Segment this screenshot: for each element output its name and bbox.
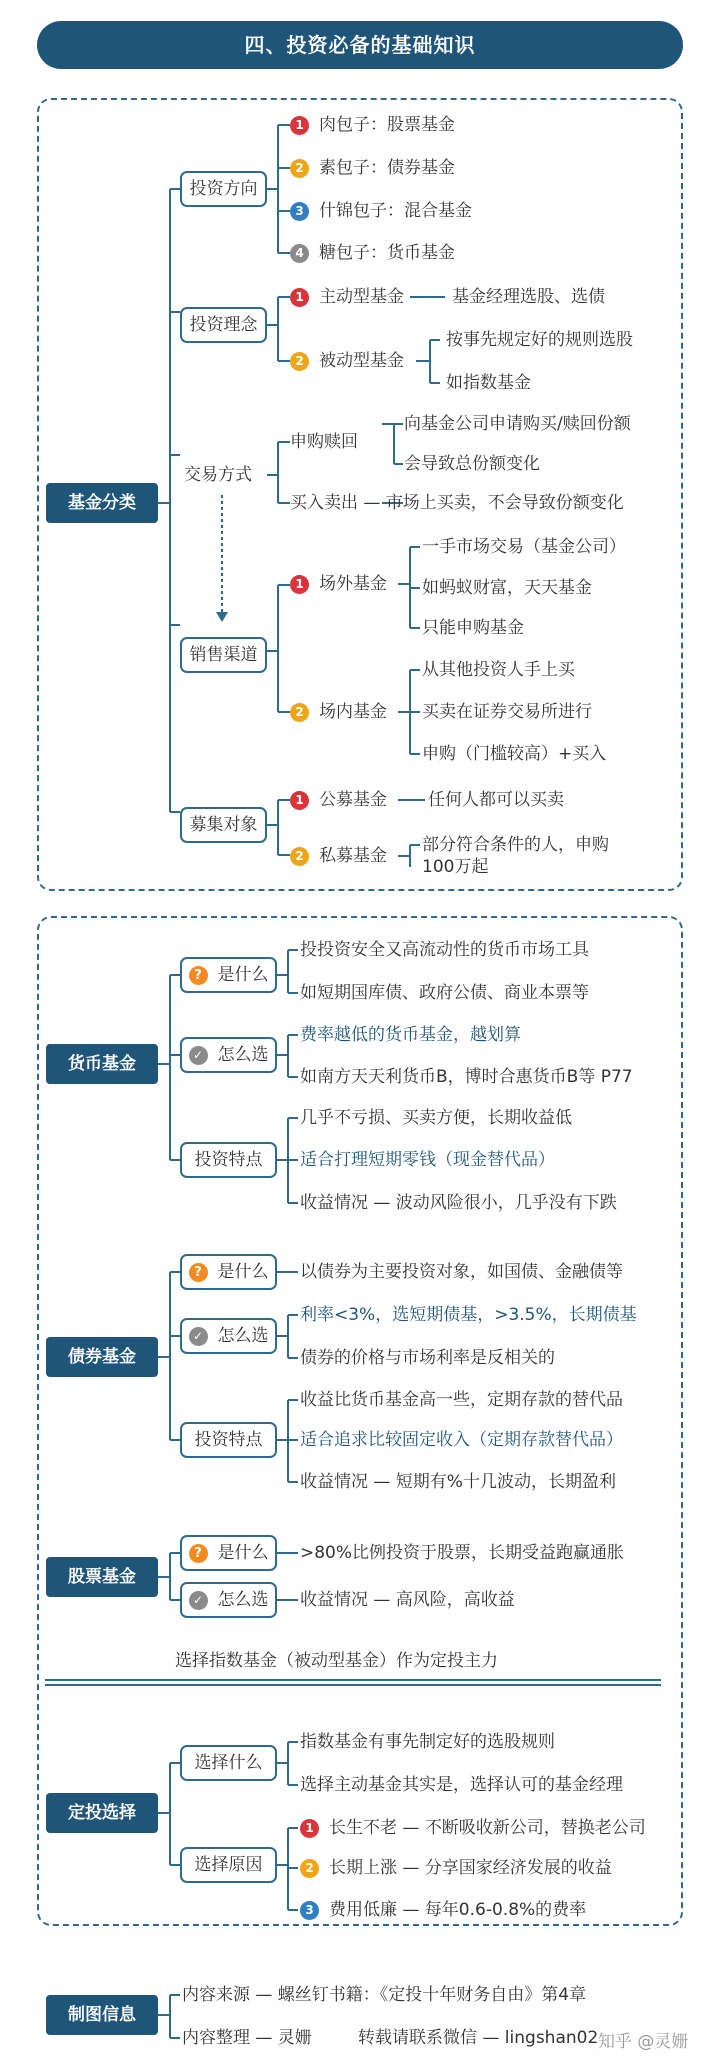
question-icon: ?: [189, 1544, 208, 1563]
number-badge: 3: [300, 1901, 319, 1920]
target-private-desc-1: 部分符合条件的人，申购: [422, 835, 609, 855]
money-feature-desc-2: 适合打理短期零钱（现金替代品）: [300, 1150, 555, 1170]
concept-active: 1 主动型基金: [290, 286, 404, 308]
direction-item-stock: 1 肉包子：股票基金: [290, 114, 455, 136]
channel-otc-desc-1: 一手市场交易（基金公司）: [422, 537, 626, 557]
concept-passive-desc-2: 如指数基金: [446, 373, 531, 393]
reason-item-2: 2 长期上涨 — 分享国家经济发展的收益: [300, 1857, 612, 1879]
number-badge: 2: [290, 847, 309, 866]
channel-exchange: 2 场内基金: [290, 701, 387, 723]
bond-how-desc-1: 利率<3%，选短期债基，>3.5%，长期债基: [300, 1305, 637, 1325]
money-how-desc-1: 费率越低的货币基金，越划算: [300, 1025, 521, 1045]
choose-reason-box: 选择原因: [180, 1847, 277, 1883]
money-feature-desc-3: 收益情况 — 波动风险很小，几乎没有下跌: [300, 1193, 617, 1213]
index-fund-note: 选择指数基金（被动型基金）作为定投主力: [175, 1651, 498, 1671]
trade-subscribe: 申购赎回: [290, 432, 358, 452]
credits-contact: 转载请联系微信 — lingshan02: [358, 2028, 599, 2048]
check-icon: ✓: [189, 1046, 208, 1065]
number-badge: 4: [290, 244, 309, 263]
choose-what-box: 选择什么: [180, 1745, 277, 1781]
branch-investment-direction: 投资方向: [180, 171, 267, 207]
trade-buysell: 买入卖出 — 市场上买卖，不会导致份额变化: [290, 493, 624, 513]
bond-what-box: ? 是什么: [180, 1254, 277, 1290]
number-badge: 2: [290, 703, 309, 722]
bond-feature-desc-3: 收益情况 — 短期有%十几波动，长期盈利: [300, 1472, 616, 1492]
category-stock-fund: 股票基金: [46, 1557, 158, 1597]
direction-item-bond: 2 素包子：债券基金: [290, 157, 455, 179]
channel-exchange-desc-2: 买卖在证券交易所进行: [422, 702, 592, 722]
check-icon: ✓: [189, 1591, 208, 1610]
reason-item-3: 3 费用低廉 — 每年0.6-0.8%的费率: [300, 1899, 586, 1921]
channel-otc-desc-2: 如蚂蚁财富，天天基金: [422, 578, 592, 598]
trade-subscribe-desc-1: 向基金公司申请购买/赎回份额: [404, 414, 631, 434]
branch-trade-method: 交易方式: [184, 465, 252, 485]
number-badge: 2: [290, 159, 309, 178]
number-badge: 1: [290, 288, 309, 307]
zhihu-watermark: 知乎 @灵姗: [598, 2032, 689, 2052]
check-icon: ✓: [189, 1327, 208, 1346]
number-badge: 2: [290, 352, 309, 371]
branch-raise-target: 募集对象: [180, 807, 267, 843]
choose-what-desc-1: 指数基金有事先制定好的选股规则: [300, 1732, 555, 1752]
trade-subscribe-desc-2: 会导致总份额变化: [404, 454, 540, 474]
direction-item-money: 4 糖包子：货币基金: [290, 242, 455, 264]
stock-what-box: ? 是什么: [180, 1535, 277, 1571]
money-feature-desc-1: 几乎不亏损、买卖方便，长期收益低: [300, 1108, 572, 1128]
question-icon: ?: [189, 966, 208, 985]
channel-exchange-desc-1: 从其他投资人手上买: [422, 660, 575, 680]
category-credits: 制图信息: [46, 1995, 158, 2035]
concept-active-desc: 基金经理选股、选债: [452, 287, 605, 307]
stock-what-desc: >80%比例投资于股票，长期受益跑赢通胀: [300, 1543, 625, 1563]
bond-how-desc-2: 债券的价格与市场利率是反相关的: [300, 1348, 555, 1368]
category-bond-fund: 债券基金: [46, 1337, 158, 1377]
stock-how-box: ✓ 怎么选: [180, 1582, 277, 1618]
money-what-desc-2: 如短期国库债、政府公债、商业本票等: [300, 983, 589, 1003]
direction-item-mixed: 3 什锦包子：混合基金: [290, 200, 472, 222]
branch-investment-concept: 投资理念: [180, 307, 267, 343]
channel-otc: 1 场外基金: [290, 573, 387, 595]
credits-source: 内容来源 — 螺丝钉书籍：《定投十年财务自由》第4章: [182, 1985, 587, 2005]
target-public-desc: 任何人都可以买卖: [428, 790, 564, 810]
money-how-box: ✓ 怎么选: [180, 1037, 277, 1073]
number-badge: 1: [290, 575, 309, 594]
category-money-fund: 货币基金: [46, 1044, 158, 1084]
question-icon: ?: [189, 1263, 208, 1282]
concept-passive-desc-1: 按事先规定好的规则选股: [446, 330, 633, 350]
bond-what-desc: 以债券为主要投资对象，如国债、金融债等: [300, 1262, 623, 1282]
concept-passive: 2 被动型基金: [290, 350, 404, 372]
number-badge: 3: [290, 202, 309, 221]
branch-sales-channel: 销售渠道: [180, 637, 267, 673]
target-private: 2 私募基金: [290, 845, 387, 867]
number-badge: 1: [290, 116, 309, 135]
money-feature-box: 投资特点: [180, 1142, 277, 1178]
choose-what-desc-2: 选择主动基金其实是，选择认可的基金经理: [300, 1775, 623, 1795]
bond-how-box: ✓ 怎么选: [180, 1318, 277, 1354]
bond-feature-box: 投资特点: [180, 1422, 277, 1458]
number-badge: 1: [300, 1819, 319, 1838]
category-fixed-investment: 定投选择: [46, 1793, 158, 1833]
target-private-desc-2: 100万起: [422, 857, 489, 877]
money-what-desc-1: 投投资安全又高流动性的货币市场工具: [300, 940, 589, 960]
bond-feature-desc-2: 适合追求比较固定收入（定期存款替代品）: [300, 1430, 623, 1450]
channel-exchange-desc-3: 申购（门槛较高）+买入: [422, 744, 607, 764]
bond-feature-desc-1: 收益比货币基金高一些，定期存款的替代品: [300, 1390, 623, 1410]
target-public: 1 公募基金: [290, 789, 387, 811]
category-fund-classification: 基金分类: [46, 483, 158, 523]
number-badge: 1: [290, 791, 309, 810]
reason-item-1: 1 长生不老 — 不断吸收新公司，替换老公司: [300, 1817, 646, 1839]
stock-how-desc: 收益情况 — 高风险，高收益: [300, 1590, 515, 1610]
number-badge: 2: [300, 1859, 319, 1878]
page-title: 四、投资必备的基础知识: [37, 21, 683, 69]
money-what-box: ? 是什么: [180, 957, 277, 993]
credits-editor: 内容整理 — 灵姗: [182, 2028, 312, 2048]
channel-otc-desc-3: 只能申购基金: [422, 618, 524, 638]
money-how-desc-2: 如南方天天利货币B，博时合惠货币B等 P77: [300, 1067, 633, 1087]
